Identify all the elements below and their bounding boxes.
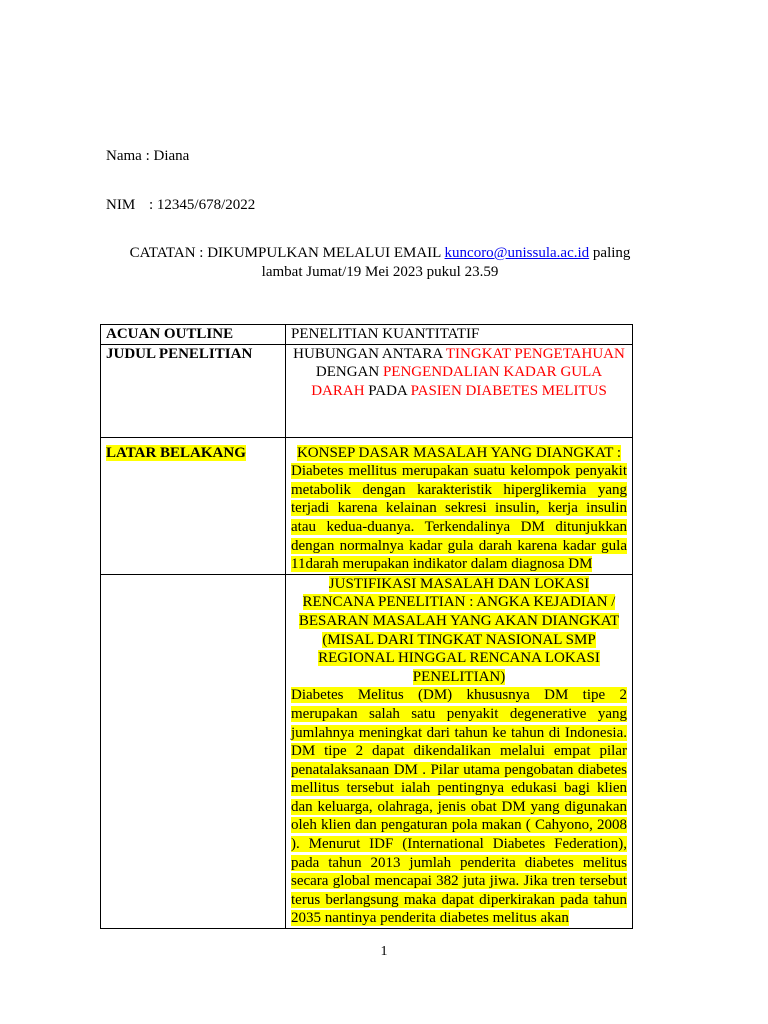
research-outline-table	[100, 324, 633, 929]
title-part: PADA	[368, 382, 407, 399]
note-prefix: CATATAN : DIKUMPULKAN MELALUI EMAIL	[129, 245, 441, 261]
latar-belakang-label: LATAR BELAKANG	[106, 444, 246, 461]
table-row	[101, 574, 633, 928]
page-number: 1	[380, 944, 388, 959]
email-link[interactable]: kuncoro@unissula.ac.id	[444, 245, 590, 261]
concept-body: Diabetes mellitus merupakan suatu kelompok penyakit metabolik dengan karakteristik hiperglikemia yang terjadi karena kelainan sekresi insulin, kerja insulin atau kedua-duanya. Terkendalinya DM ditunjukkan dengan normalnya kadar gula darah karena kadar gula 11darah merupakan indikator dalam diagnosa DM	[291, 463, 627, 573]
student-name: Nama : Diana	[106, 148, 190, 164]
title-variable: TINGKAT PENGETAHUAN	[445, 345, 625, 362]
title-variable: PASIEN DIABETES MELITUS	[410, 382, 607, 399]
empty-label-cell	[101, 574, 286, 928]
title-part: HUBUNGAN ANTARA	[293, 345, 443, 362]
table-row	[101, 325, 633, 345]
table-row	[101, 344, 633, 437]
acuan-outline-label: ACUAN OUTLINE	[101, 325, 286, 345]
note-deadline: lambat Jumat/19 Mei 2023 pukul 23.59	[261, 264, 499, 280]
table-row	[101, 437, 633, 574]
justification-heading: JUSTIFIKASI MASALAH DAN LOKASI RENCANA PENELITIAN : ANGKA KEJADIAN / BESARAN MASALAH YANG AKAN DIANGKAT (MISAL DARI TINGKAT NASIONAL SMP REGIONAL HINGGAL RENCANA LOKASI PENELITIAN)	[298, 575, 620, 685]
justification-body: Diabetes Melitus (DM) khususnya DM tipe 2 merupakan salah satu penyakit degenerative yang jumlahnya meningkat dari tahun ke tahun di Indonesia. DM tipe 2 dapat dikendalikan melalui empat pilar penatalaksanaan DM . Pilar utama pengobatan diabetes mellitus tersebut ialah pentingnya edukasi bagi klien dan keluarga, olahraga, jenis obat DM yang digunakan oleh klien dan pengaturan pola makan ( Cahyono, 2008 ). Menurut IDF (International Diabetes Federation), pada tahun 2013 jumlah penderita diabetes melitus secara global mencapai 382 juta jiwa. Jika tren tersebut terus berlangsung maka dapat diperkirakan pada tahun 2035 nantinya penderita diabetes melitus akan	[291, 687, 627, 927]
title-part: DENGAN	[315, 364, 380, 381]
student-nim	[106, 196, 255, 214]
submission-note	[100, 244, 660, 282]
judul-label: JUDUL PENELITIAN	[101, 344, 286, 437]
nim-value: : 12345/678/2022	[149, 197, 256, 213]
concept-heading: KONSEP DASAR MASALAH YANG DIANGKAT :	[296, 444, 622, 461]
latar-belakang-content	[286, 437, 633, 574]
title-variable: PENGENDALIAN KADAR GULA DARAH	[311, 364, 603, 399]
judul-value	[286, 344, 633, 437]
justifikasi-content	[286, 574, 633, 928]
latar-belakang-label-cell	[101, 437, 286, 574]
note-suffix: paling	[592, 245, 631, 261]
acuan-outline-value: PENELITIAN KUANTITATIF	[286, 325, 633, 345]
nim-label: NIM	[106, 197, 136, 213]
